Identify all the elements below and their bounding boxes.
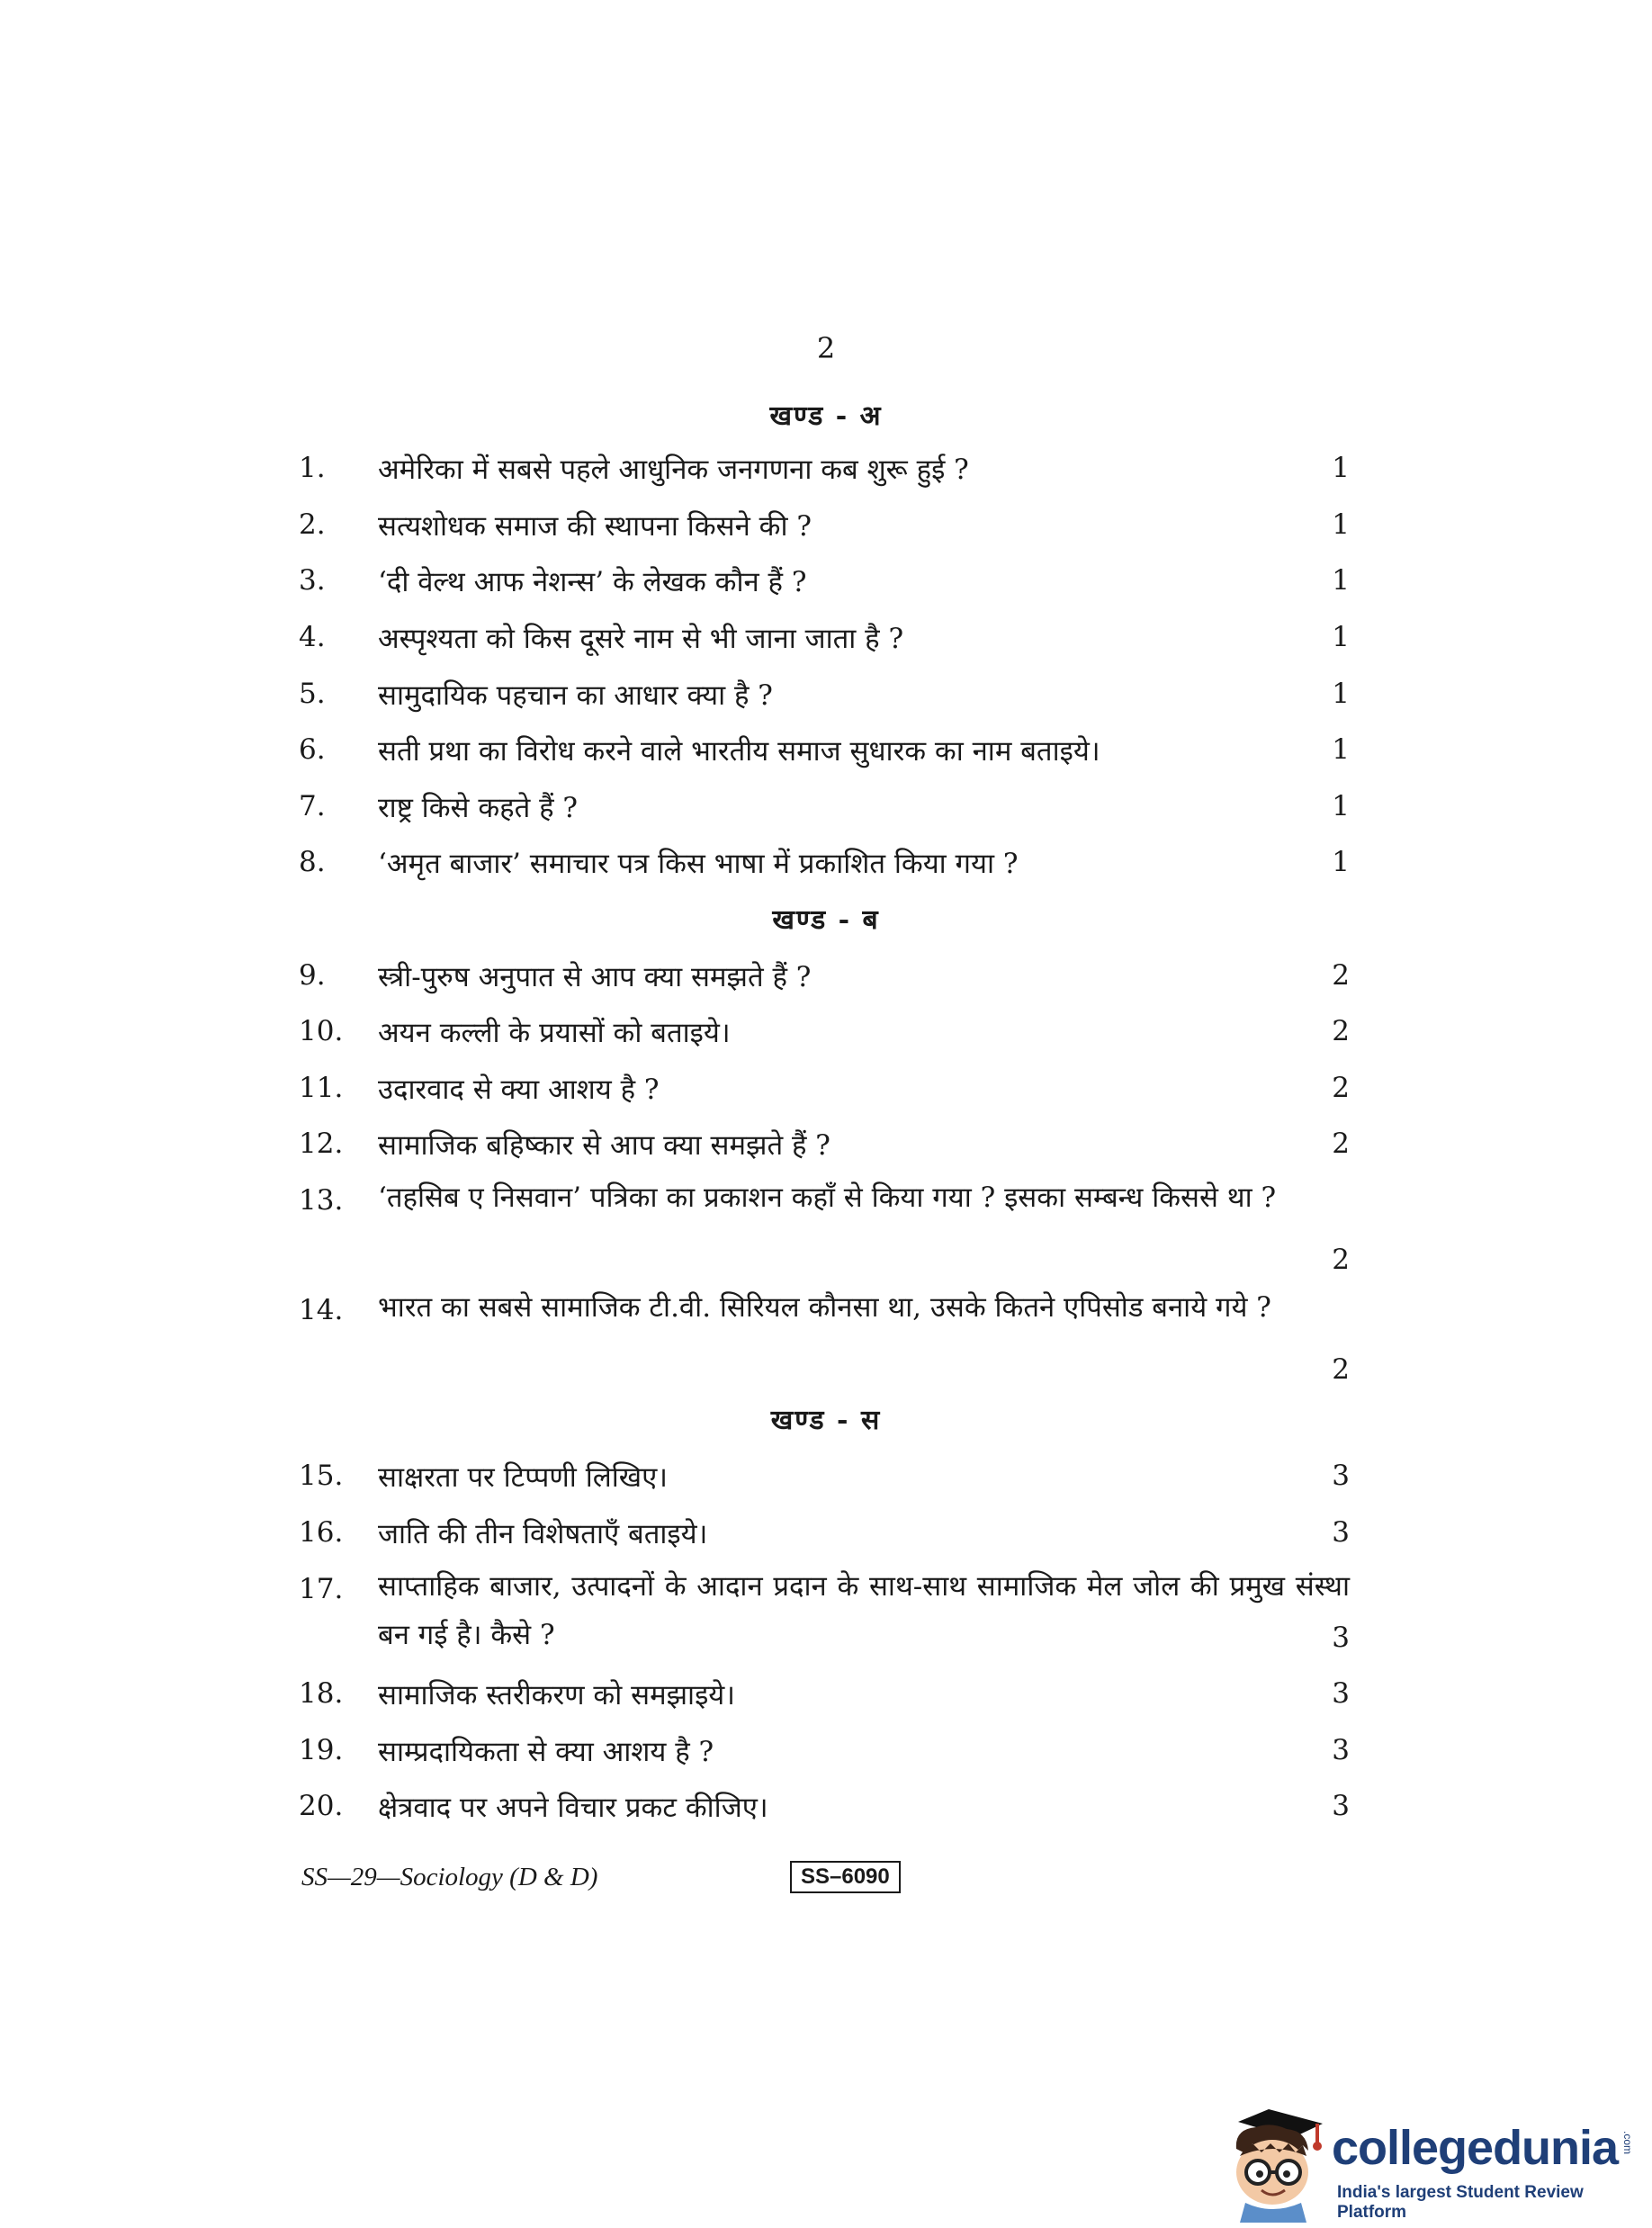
footer-paper-code: SS–6090: [790, 1861, 901, 1893]
question-marks: 2: [1332, 1072, 1350, 1104]
question-number: 4.: [299, 621, 326, 653]
question-number: 5.: [299, 678, 326, 710]
question-text: अस्पृश्यता को किस दूसरे नाम से भी जाना जाता है ?: [378, 623, 904, 655]
question-marks: 2: [1332, 1353, 1350, 1386]
question-marks: 1: [1332, 452, 1350, 484]
page-number: 2: [816, 331, 836, 365]
question-number: 2.: [299, 508, 326, 541]
brand-name: collegedunia: [1332, 2121, 1619, 2175]
question-number: 15.: [299, 1460, 344, 1492]
question-marks: 1: [1332, 508, 1350, 541]
footer-subject: SS—29—Sociology (D & D): [301, 1863, 598, 1891]
question-marks: 3: [1332, 1677, 1350, 1710]
question-number: 11.: [299, 1072, 344, 1104]
brand-dotcom: .com: [1621, 2131, 1634, 2155]
section-heading-c: खण्ड - स: [770, 1405, 882, 1436]
question-number: 14.: [299, 1294, 344, 1326]
question-text: सामाजिक स्तरीकरण को समझाइये।: [378, 1679, 736, 1711]
question-text: भारत का सबसे सामाजिक टी.वी. सिरियल कौनसा था, उसके कितने एपिसोड बनाये गये ?: [378, 1291, 1271, 1324]
brand-tagline: India's largest Student Review Platform: [1337, 2183, 1584, 2222]
question-text: अयन कल्ली के प्रयासों को बताइये।: [378, 1017, 731, 1049]
question-marks: 3: [1332, 1790, 1350, 1822]
section-heading-a: खण्ड - अ: [769, 400, 883, 432]
question-number: 6.: [299, 733, 326, 766]
question-text: साक्षरता पर टिप्पणी लिखिए।: [378, 1461, 669, 1494]
question-text: साम्प्रदायिकता से क्या आशय है ?: [378, 1736, 714, 1768]
question-marks: 3: [1332, 1622, 1350, 1654]
question-number: 16.: [299, 1516, 344, 1549]
question-text: क्षेत्रवाद पर अपने विचार प्रकट कीजिए।: [378, 1792, 768, 1824]
question-marks: 1: [1332, 790, 1350, 822]
question-number: 9.: [299, 959, 326, 992]
question-number: 19.: [299, 1734, 344, 1766]
question-marks: 2: [1332, 1015, 1350, 1047]
question-text: साप्ताहिक बाजार, उत्पादनों के आदान प्रदान के साथ-साथ सामाजिक मेल जोल की प्रमुख संस्था बन गई है। कैसे ?: [378, 1570, 1350, 1651]
question-text: सामुदायिक पहचान का आधार क्या है ?: [378, 679, 773, 712]
question-number: 17.: [299, 1573, 344, 1605]
question-marks: 1: [1332, 733, 1350, 766]
question-number: 3.: [299, 564, 326, 597]
question-marks: 3: [1332, 1734, 1350, 1766]
question-text: ‘तहसिब ए निसवान’ पत्रिका का प्रकाशन कहाँ से किया गया ? इसका सम्बन्ध किससे था ?: [378, 1181, 1277, 1214]
question-marks: 2: [1332, 959, 1350, 992]
question-marks: 1: [1332, 564, 1350, 597]
collegedunia-watermark: [1217, 2097, 1639, 2223]
question-text: ‘दी वेल्थ आफ नेशन्स’ के लेखक कौन हैं ?: [378, 566, 807, 598]
question-number: 18.: [299, 1677, 344, 1710]
question-text: सती प्रथा का विरोध करने वाले भारतीय समाज सुधारक का नाम बताइये।: [378, 735, 1100, 768]
question-marks: 1: [1332, 678, 1350, 710]
question-marks: 3: [1332, 1516, 1350, 1549]
question-text: ‘अमृत बाजार’ समाचार पत्र किस भाषा में प्रकाशित किया गया ?: [378, 848, 1019, 880]
question-number: 20.: [299, 1790, 344, 1822]
question-text: जाति की तीन विशेषताएँ बताइये।: [378, 1518, 708, 1550]
question-number: 10.: [299, 1015, 344, 1047]
question-text: अमेरिका में सबसे पहले आधुनिक जनगणना कब शुरू हुई ?: [378, 454, 969, 486]
question-text: स्त्री-पुरुष अनुपात से आप क्या समझते हैं ?: [378, 961, 812, 993]
section-heading-b: खण्ड - ब: [772, 904, 880, 936]
question-text: उदारवाद से क्या आशय है ?: [378, 1074, 660, 1106]
question-marks: 2: [1332, 1127, 1350, 1160]
question-number: 7.: [299, 790, 326, 822]
question-text: सत्यशोधक समाज की स्थापना किसने की ?: [378, 510, 812, 543]
question-number: 12.: [299, 1127, 344, 1160]
question-marks: 3: [1332, 1460, 1350, 1492]
question-text: राष्ट्र किसे कहते हैं ?: [378, 792, 579, 824]
question-number: 8.: [299, 846, 326, 878]
mascot-icon: [1217, 2097, 1342, 2223]
question-marks: 2: [1332, 1244, 1350, 1276]
question-marks: 1: [1332, 621, 1350, 653]
question-marks: 1: [1332, 846, 1350, 878]
question-text: सामाजिक बहिष्कार से आप क्या समझते हैं ?: [378, 1129, 830, 1162]
question-number: 1.: [299, 452, 326, 484]
question-number: 13.: [299, 1184, 344, 1217]
